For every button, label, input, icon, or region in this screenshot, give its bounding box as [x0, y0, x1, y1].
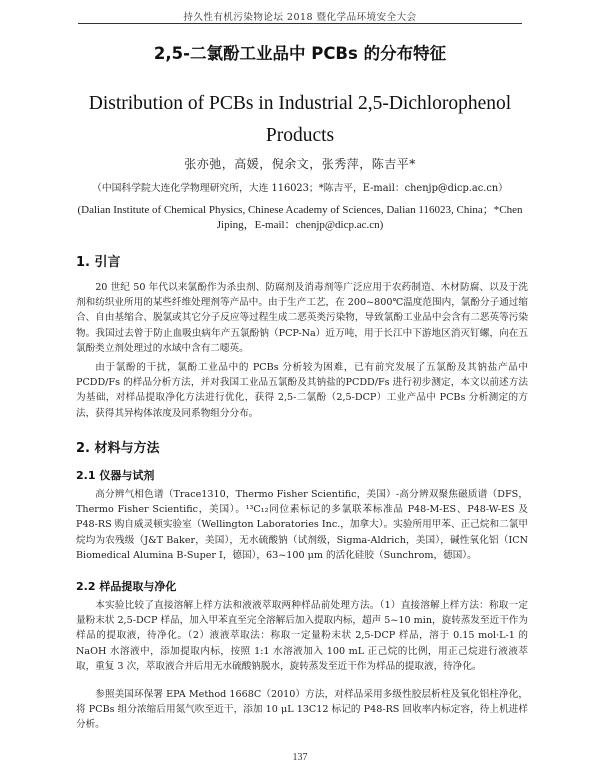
authors: 张亦弛，高媛，倪余文，张秀萍，陈吉平* — [184, 157, 416, 171]
extraction-paragraph-1: 本实验比较了直接溶解上样方法和液液萃取两种样品前处理方法。（1）直接溶解上样方法：称取一定量粉末状 2,5-DCP 样品，加入甲苯直至完全溶解后加入提取内标，超声 5~10 min，旋转蒸发至近干作为样品的提取液，待净化。（2）液液萃取法：称取一定量粉末状 2,5-DCP 样品，溶于 0.15 mol·L-1 的 NaOH 水溶液中，添加提取内标，按照 1:1 水溶液加入 100 mL 正己烷的比例，用正己烷进行液液萃取，重复 3 次，萃取液合并后用无水硫酸钠脱水，旋转蒸发至近干作为样品的提取液，待净化。 — [76, 600, 528, 672]
title-english: Distribution of PCBs in Industrial 2,5-Dichlorophenol Products — [88, 93, 512, 146]
affiliation-english: (Dalian Institute of Chemical Physics, Chinese Academy of Sciences, Dalian 116023, China；*Chen Jiping，E-mail：chenjp@dicp.ac.cn) — [77, 204, 523, 231]
introduction-paragraph-1: 20 世纪 50 年代以来氯酚作为杀虫剂、防腐剂及消毒剂等广泛应用于农药制造、木材防腐、以及于洗剂和纺织业所用的某些纤维处理剂等产品中。由于生产工艺，在 200~800℃温度范围内，氯酚分子通过缩合、自由基缩合、脱氯或其它分子反应等过程生成二恶英类污染物，导致氯酚工业品中会含有二恶英等污染物。我国过去曾于防止血吸虫病年产五氯酚钠（PCP-Na）近万吨，用于长江中下游地区消灭钉螺，向在五氯酚类立剂处理过的水域中含有二噁英。 — [76, 282, 528, 354]
title-chinese: 2,5-二氯酚工业品中 PCBs 的分布特征 — [153, 44, 447, 63]
page-number: 137 — [292, 752, 308, 763]
header-rule — [78, 23, 522, 24]
running-header: 持久性有机污染物论坛 2018 暨化学品环境安全大会 — [183, 12, 417, 23]
instruments-paragraph: 高分辨气相色谱（Trace1310，Thermo Fisher Scientific，美国）-高分辨双聚焦磁质谱（DFS，Thermo Fisher Scientific，美国）。¹³C₁₂同位素标记的多氯联苯标准品 P48-M-ES、P48-W-ES 及 P48-RS 购自威灵顿实验室（Wellington Laboratories Inc.，加拿大）。实验所用甲苯、正己烷和二氯甲烷均为农残级（J&T Baker，美国），无水硫酸钠（试剂级，Sigma-Aldrich，美国），碱性氧化铝（ICN Biomedical Alumina B-Super I，德国），63~100 μm 的活化硅胶（Sunchrom，德国）。 — [76, 489, 528, 561]
affiliation-chinese: （中国科学院大连化学物理研究所，大连 116023；*陈吉平，E-mail：chenjp@dicp.ac.cn） — [92, 183, 508, 194]
heading-introduction: 1. 引言 — [76, 255, 121, 270]
extraction-paragraph-2: 参照美国环保署 EPA Method 1668C（2010）方法，对样品采用多级性胶层析柱及氧化铝柱净化，将 PCBs 组分浓缩后用氮气吹至近干，添加 10 μL 13C12 标记的 P48-RS 回收率内标定容，待上机进样分析。 — [76, 689, 528, 731]
heading-materials-methods: 2. 材料与方法 — [76, 441, 160, 456]
heading-extraction-cleanup: 2.2 样品提取与净化 — [76, 580, 177, 593]
introduction-paragraph-2: 由于氯酚的干扰，氯酚工业品中的 PCBs 分析较为困难，已有前究发展了五氯酚及其钠盐产品中 PCDD/Fs 的样品分析方法，并对我国工业品五氯酚及其钠盐的PCDD/Fs 进行初步测定，本文以前述方法为基础，对样品提取净化方法进行优化，获得 2,5-二氯酚（2,5-DCP）工业产品中 PCBs 分析测定的方法，获得其异构体浓度及同系物组分分布。 — [76, 362, 528, 419]
heading-instruments-reagents: 2.1 仪器与试剂 — [76, 469, 155, 482]
